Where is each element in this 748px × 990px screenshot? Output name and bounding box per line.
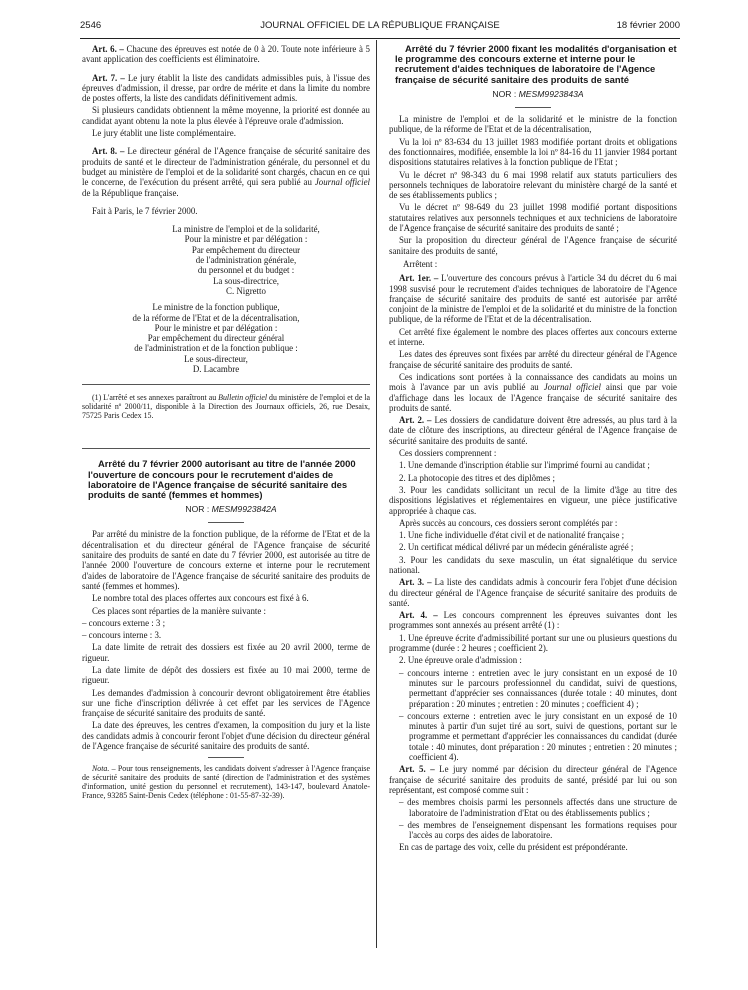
paragraph: Le jury établit une liste complémentaire. (92, 128, 236, 139)
section-rule (82, 448, 370, 449)
header-rule (80, 38, 680, 39)
paragraph: La date limite de retrait des dossiers est fixée au 20 avril 2000, terme de rigueur. (82, 642, 370, 663)
separator (515, 107, 551, 108)
article-text: L'ouverture des concours prévus à l'article 34 du décret du 6 mai 1998 susvisé pour le recrutement d'aides techniques de laboratoire de l'Agence française de sécurité sanitaire des produits de santé est autorisée par arrêté conjoint de la ministre de l'emploi et de la solidarité et du ministre de la fonction publique, de la réforme de l'Etat et de la décentralisation. (389, 273, 677, 325)
list-item: – concours interne : entretien avec le jury consistant en un exposé de 10 minutes sur le parcours professionnel du candidat, suivi de questions, permettant d'apprécier ses connaissances (durée totale : 40 minutes, dont préparation : 20 minutes ; entretien : 20 minutes ; coefficient 4) ; (399, 667, 677, 709)
paragraph: Le nombre total des places offertes aux concours est fixé à 6. (92, 593, 309, 604)
article-label: Art. 7. – (92, 72, 125, 83)
paragraph: Après succès au concours, ces dossiers seront complétés par : (399, 517, 618, 528)
paragraph: Sur la proposition du directeur général de l'Agence française de sécurité sanitaire des produits de santé, (389, 235, 677, 256)
page-header (80, 20, 680, 34)
list-item: 3. Pour les candidats sollicitant un recul de la limite d'âge au titre des dispositions législatives et réglementaires en vigueur, une pièce justificative appropriée à chaque cas. (389, 484, 677, 516)
signature-line: La sous-directrice, (212, 275, 280, 286)
article-label: Art. 6. – (92, 44, 124, 54)
separator (208, 522, 244, 523)
signature-date: Fait à Paris, le 7 février 2000. (92, 205, 198, 216)
list-item: – concours interne : 3. (82, 630, 162, 641)
signature-line: La ministre de l'emploi et de la solidarité, (172, 224, 320, 235)
article-label: Art. 4. – (399, 610, 438, 621)
paragraph: Les dates des épreuves sont fixées par arrêté du directeur général de l'Agence française de sécurité sanitaire des produits de santé. (389, 349, 677, 370)
article-1 (389, 273, 677, 324)
list-item: 1. Une demande d'inscription établie sur l'imprimé fourni au candidat ; (399, 460, 650, 471)
signature-line: Par empêchement du directeur (191, 244, 301, 255)
journal-title: JOURNAL OFFICIEL DE LA RÉPUBLIQUE FRANÇAISE (260, 20, 500, 31)
decree-title: Arrêté du 7 février 2000 fixant les modalités d'organisation et le programme des concours externe et interne pour le recrutement d'aides techniques de laboratoire de l'Agence française de sécurité sanitaire des produits de santé (395, 43, 677, 85)
signature-line: du personnel et du budget : (197, 265, 295, 276)
paragraph: La date des épreuves, les centres d'examen, la composition du jury et la liste des candidats admis à concourir feront l'objet d'une décision du directeur général de l'Agence française de sécurité sanitaire des produits de santé. (82, 720, 370, 752)
paragraph: Si plusieurs candidats obtiennent la même moyenne, la priorité est donnée au candidat ayant obtenu la note la plus élevée à l'épreuve orale d'admission. (82, 105, 370, 126)
nota: Nota. – Pour tous renseignements, les candidats doivent s'adresser à l'Agence française de sécurité sanitaire des produits de santé (direction de l'administration et des systèmes d'information, unité gestion du personnel et recrutement), 143-147, boulevard Anatole-France, 93285 Saint-Denis Cedex (téléphone : 01-55-87-32-39). (82, 764, 370, 801)
page-number: 2546 (80, 20, 102, 31)
list-item: – des membres de l'enseignement dispensant les formations requises pour l'accès au corps des aides de laboratoire. (399, 819, 677, 841)
signature-line: de la réforme de l'Etat et de la décentralisation, (132, 312, 300, 323)
article-text: Le jury établit la liste des candidats admissibles puis, à l'issue des épreuves d'admission, il dresse, par ordre de mérite et dans la limite du nombre de postes offerts, la liste des candidats définitivement admis. (82, 72, 370, 104)
paragraph: La date limite de dépôt des dossiers est fixée au 10 mai 2000, terme de rigueur. (82, 664, 370, 686)
paragraph: Vu la loi nº 83-634 du 13 juillet 1983 modifiée portant droits et obligations des fonctionnaires, modifiée, ensemble la loi nº 84-16 du 11 janvier 1984 portant dispositions statutaires relatives à la fonction publique de l'Etat ; (389, 136, 677, 168)
decree-title: Arrêté du 7 février 2000 autorisant au titre de l'année 2000 l'ouverture de concours pour le recrutement d'aides de laboratoire de l'Agence française de sécurité sanitaire des produits de santé (femmes et hommes) (88, 458, 356, 500)
signature-line: Le sous-directeur, (184, 353, 248, 364)
nor-reference: NOR : MESM9923843A (492, 88, 584, 99)
article-label: Art. 3. – (399, 577, 432, 588)
list-item: – concours externe : entretien avec le jury consistant en un exposé de 10 minutes à partir d'un sujet tiré au sort, suivi de questions, portant sur le programme et permettant d'apprécier les connaissances du candidat (durée totale : 40 minutes, dont préparation : 20 minutes ; entretien : 20 minutes ; coefficient 4). (399, 710, 677, 763)
article-text: de la République française. (82, 187, 179, 198)
signatory-name: D. Lacambre (192, 364, 240, 375)
article-text: Les concours comprennent les épreuves suivantes dont les programmes sont annexés au présent arrêté (1) : (389, 610, 678, 631)
list-item: – des membres choisis parmi les personnels affectés dans une structure de laboratoire de l'administration d'Etat ou des établissements publics ; (399, 797, 677, 818)
paragraph: Ces places sont réparties de la manière suivante : (92, 605, 266, 616)
list-item: 2. La photocopie des titres et des diplômes ; (399, 472, 556, 483)
article-4 (389, 610, 677, 631)
signature-line: Par empêchement du directeur général (147, 333, 285, 344)
article-label: Art. 2. – (399, 415, 432, 426)
footnote-rule (82, 384, 370, 385)
footnote: (1) L'arrêté et ses annexes paraîtront au Bulletin officiel du ministère de l'emploi et de la solidarité nº 2000/11, disponible à la Direction des Journaux officiels, 26, rue Desaix, 75725 Paris Cedex 15. (82, 393, 371, 421)
paragraph: Par arrêté du ministre de la fonction publique, de la réforme de l'Etat et de la décentralisation et du directeur général de l'Agence française de sécurité sanitaire des produits de santé en date du 7 février 2000, est autorisée au titre de l'année 2000 l'ouverture de concours externe et interne pour le recrutement d'aides de laboratoire de l'Agence française de sécurité sanitaire des produits de santé (femmes et hommes). (82, 529, 370, 591)
article-5 (389, 764, 677, 795)
article-6 (82, 44, 370, 65)
paragraph: Vu le décret nº 98-343 du 6 mai 1998 relatif aux statuts particuliers des personnels techniques de laboratoire relevant du ministère chargé de la santé et de ses établissements publics ; (389, 169, 677, 201)
signature-block-2 (82, 302, 370, 374)
article-label: Art. 8. – (92, 146, 125, 157)
right-column (389, 44, 677, 855)
nor-reference: NOR : MESM9923842A (185, 504, 277, 515)
signatory-name: C. Nigretto (226, 285, 266, 296)
arretent-heading: Arrêtent : (403, 258, 438, 269)
article-label: Art. 1er. – (399, 273, 439, 284)
paragraph: Ces dossiers comprennent : (399, 448, 497, 459)
list-item: – concours externe : 3 ; (82, 617, 166, 628)
list-item: 3. Pour les candidats du sexe masculin, un état signalétique du service national. (389, 554, 677, 575)
signature-line: de l'administration générale, (195, 255, 297, 266)
list-item: 1. Une épreuve écrite d'admissibilité portant sur une ou plusieurs questions du programme (durée : 2 heures ; coefficient 2). (389, 632, 677, 654)
signature-block-1 (82, 224, 370, 296)
column-divider (376, 40, 377, 948)
article-text: La liste des candidats admis à concourir fera l'objet d'une décision du directeur général de l'Agence française de sécurité sanitaire des produits de santé. (389, 577, 677, 608)
list-item: 1. Une fiche individuelle d'état civil et de nationalité française ; (399, 530, 625, 541)
issue-date: 18 février 2000 (616, 20, 680, 31)
separator (208, 757, 244, 758)
paragraph: Vu le décret nº 98-649 du 23 juillet 1998 modifié portant dispositions statutaires relatives aux personnels techniques et aux techniciens de laboratoire de l'Agence française de sécurité sanitaire des produits de santé ; (389, 202, 677, 234)
paragraph: Ces indications sont portées à la connaissance des candidats au moins un mois à l'avance par un avis publié au Journal officiel ainsi que par voie d'affichage dans les locaux de l'Agence française de sécurité sanitaire des produits de santé. (389, 371, 677, 413)
list-item: 2. Un certificat médical délivré par un médecin généraliste agréé ; (399, 542, 634, 553)
article-8 (82, 146, 370, 197)
journal-reference: Journal officiel (314, 177, 370, 188)
article-text: Chacune des épreuves est notée de 0 à 20. Toute note inférieure à 5 avant application des coefficients est éliminatoire. (82, 44, 370, 65)
article-text: Les dossiers de candidature doivent être adressés, au plus tard à la date de clôture des inscriptions, au directeur général de l'Agence française de sécurité sanitaire des produits de santé. (389, 415, 677, 446)
article-text: Le directeur général de l'Agence française de sécurité sanitaire des produits de santé et le directeur de l'administration générale, du personnel et du budget au ministère de l'emploi et de la solidarité sont chargés, chacun en ce qui le concerne, de l'exécution du présent arrêté, qui sera publié au (82, 146, 370, 188)
article-label: Art. 5. – (399, 764, 435, 775)
paragraph: En cas de partage des voix, celle du président est prépondérante. (399, 842, 628, 853)
paragraph: Cet arrêté fixe également le nombre des places offertes aux concours externe et interne. (389, 326, 677, 348)
signature-line: Le ministre de la fonction publique, (152, 302, 280, 313)
article-text: Le jury nommé par décision du directeur général de l'Agence française de sécurité sanitaire des produits de santé, présidé par lui ou son représentant, est composé comme suit : (389, 764, 677, 795)
article-7 (82, 73, 370, 104)
signature-line: de l'administration et de la fonction publique : (134, 343, 298, 354)
signature-line: Pour le ministre et par délégation : (154, 322, 278, 333)
article-2 (389, 415, 677, 446)
list-item: 2. Une épreuve orale d'admission : (399, 655, 522, 666)
paragraph: Les demandes d'admission à concourir devront obligatoirement être établies sur une fiche d'inscription délivrée à cet effet par les services de l'Agence française de sécurité sanitaire des produits de santé. (82, 687, 370, 719)
paragraph: La ministre de l'emploi et de la solidarité et le ministre de la fonction publique, de la réforme de l'Etat et de la décentralisation, (389, 114, 677, 135)
signature-line: Pour la ministre et par délégation : (184, 234, 308, 245)
left-column (82, 44, 370, 802)
article-3 (389, 577, 677, 608)
